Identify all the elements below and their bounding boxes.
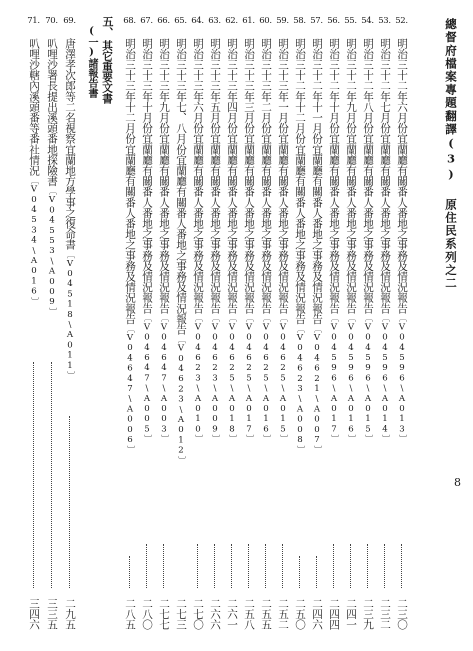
- entry-code: 〔V04596\A016〕: [346, 313, 356, 444]
- entry-code: 〔V04625\A015〕: [278, 313, 288, 444]
- toc-entry: [258, 16, 273, 630]
- dot-leader: [197, 544, 198, 588]
- entry-page: 二五八: [243, 598, 255, 630]
- entry-number: 66.: [157, 16, 170, 26]
- entry-page: 二七七: [158, 598, 170, 630]
- entry-number: 71.: [27, 16, 40, 26]
- entry-title-text: 明治三十三年四月份宜蘭廳有關番人番地之事務及情況報告: [226, 38, 238, 314]
- entry-page: 二五五: [260, 598, 272, 630]
- dot-leader: [33, 362, 34, 588]
- subsection-title: (一)諸報告書: [86, 26, 97, 98]
- entry-title-text: 明治三十三年六月份宜蘭廳有關番人番地之事務及情況報告: [192, 38, 204, 314]
- entry-number: 68.: [123, 16, 136, 26]
- entry-page: 二九五: [64, 598, 76, 630]
- entry-title: [293, 38, 308, 454]
- toc-entry: [343, 16, 358, 630]
- entry-number: 69.: [63, 16, 76, 26]
- dot-leader: [384, 544, 385, 588]
- entry-title-text: 明治三十三年十月份宜蘭廳有關番人番地之事務及情況報告: [141, 38, 153, 314]
- entry-code: 〔V04553\A009〕: [47, 186, 57, 317]
- entry-title-text: 明治三十二年六月份宜蘭廳有關番人番地之事務及情況報告: [396, 38, 408, 314]
- section-number: 五、: [101, 16, 114, 38]
- entry-page: 二八〇: [141, 598, 153, 630]
- entry-code: 〔V04596\A014〕: [380, 313, 390, 444]
- running-title: 總督府檔案專題翻譯(3) 原住民系列之二: [444, 18, 458, 290]
- dot-leader: [265, 544, 266, 588]
- entry-title-text: 明治三十三年三月份宜蘭廳有關番人番地之事務及情況報告: [243, 38, 255, 314]
- entry-title: [45, 38, 60, 316]
- entry-code: 〔V04621\A007〕: [312, 324, 322, 455]
- toc-entry: [173, 16, 188, 630]
- entry-code: 〔V04518\A011〕: [65, 250, 75, 380]
- entry-page: 二五〇: [294, 598, 306, 630]
- toc-entry: [377, 16, 392, 630]
- toc-entry: [224, 16, 239, 630]
- entry-page: 三四六: [28, 598, 40, 630]
- entry-title: [208, 38, 223, 443]
- entry-title: [242, 38, 257, 443]
- entry-title-text: 明治三十三年五月份宜蘭廳有關番人番地之事務及情況報告: [209, 38, 221, 314]
- entry-title: [378, 38, 393, 443]
- dot-leader: [51, 362, 52, 588]
- dot-leader: [214, 544, 215, 588]
- section-title: 其它重要文書: [101, 40, 113, 104]
- toc-entry: [156, 16, 171, 630]
- toc-entry: [139, 16, 154, 630]
- dot-leader: [282, 544, 283, 588]
- entry-code: 〔V04647\A006〕: [125, 324, 135, 455]
- entry-page: 二三〇: [396, 598, 408, 630]
- entry-page: 二四六: [311, 598, 323, 630]
- entry-code: 〔V04623\A008〕: [295, 324, 305, 455]
- entry-title-text: 明治三十三年七、八月份宜蘭廳有關番人番地之事務及情況報告: [175, 38, 187, 335]
- entry-number: 70.: [45, 16, 58, 26]
- dot-leader: [367, 544, 368, 588]
- entry-title-text: 明治三十三年一月份宜蘭廳有關番人番地之事務及情況報告: [277, 38, 289, 314]
- toc-entry: [360, 16, 375, 630]
- entry-title-text: 明治三十三年二月份宜蘭廳有關番人番地之事務及情況報告: [260, 38, 272, 314]
- dot-leader: [333, 544, 334, 588]
- entry-number: 53.: [378, 16, 391, 26]
- entry-number: 67.: [140, 16, 153, 26]
- entry-number: 57.: [310, 16, 323, 26]
- toc-entry: [62, 16, 77, 630]
- entry-page: 二五二: [277, 598, 289, 630]
- entry-code: 〔V04625\A016〕: [261, 313, 271, 444]
- dot-leader: [163, 544, 164, 588]
- dot-leader: [299, 556, 300, 588]
- entry-title-text: 明治三十三年十二月份宜蘭廳有關番人番地之事務及情況報告: [124, 38, 136, 325]
- entry-number: 59.: [276, 16, 289, 26]
- entry-number: 54.: [361, 16, 374, 26]
- entry-title: [361, 38, 376, 443]
- entry-title-text: 明治三十二年十一月份宜蘭廳有關番人番地之事務及情況報告: [311, 38, 323, 325]
- entry-page: 二三二: [379, 598, 391, 630]
- entry-number: 58.: [293, 16, 306, 26]
- entry-code: 〔V04534\A016〕: [29, 175, 39, 306]
- entry-number: 55.: [344, 16, 357, 26]
- entry-title: [63, 38, 78, 380]
- entry-title: [140, 38, 155, 443]
- toc-entry: [44, 16, 59, 630]
- entry-title: [174, 38, 189, 465]
- toc-entry: [292, 16, 307, 630]
- entry-number: 64.: [191, 16, 204, 26]
- entry-page: 三三五: [46, 598, 58, 630]
- entry-page: 二四一: [345, 598, 357, 630]
- entry-code: 〔V04647\A005〕: [142, 313, 152, 444]
- entry-title-text: 叭哩沙轄內溪頭番等番社情況: [28, 38, 40, 176]
- entry-code: 〔V04623\A012〕: [176, 334, 186, 465]
- dot-leader: [401, 544, 402, 588]
- entry-title-text: 明治三十二年十二月份宜蘭廳有關番人番地之事務及情況報告: [294, 38, 306, 325]
- entry-page: 二八五: [124, 598, 136, 630]
- dot-leader: [350, 544, 351, 588]
- dot-leader: [69, 416, 70, 588]
- entry-title: [344, 38, 359, 443]
- entry-code: 〔V04596\A013〕: [397, 313, 407, 444]
- toc-entry: [309, 16, 324, 630]
- entry-title-text: 明治三十二年九月份宜蘭廳有關番人番地之事務及情況報告: [345, 38, 357, 314]
- toc-entry: [207, 16, 222, 630]
- entry-title: [310, 38, 325, 454]
- entry-page: 二七三: [175, 598, 187, 630]
- entry-page: 二六六: [209, 598, 221, 630]
- toc-entry: [190, 16, 205, 630]
- dot-leader: [129, 556, 130, 588]
- dot-leader: [231, 544, 232, 588]
- entry-title: [123, 38, 138, 454]
- entry-title-text: 明治三十二年十月份宜蘭廳有關番人番地之事務及情況報告: [328, 38, 340, 314]
- entry-number: 63.: [208, 16, 221, 26]
- toc-entry: [326, 16, 341, 630]
- entry-page: 二四四: [328, 598, 340, 630]
- entry-code: 〔V04647\A003〕: [159, 313, 169, 444]
- entry-code: 〔V04596\A017〕: [329, 313, 339, 444]
- toc-entry: [241, 16, 256, 630]
- entry-title: [27, 38, 42, 306]
- entry-title: [395, 38, 410, 443]
- entry-code: 〔V04596\A015〕: [363, 313, 373, 444]
- toc-entry: [394, 16, 409, 630]
- entry-title-text: 唐澤孝次郎等二名視察宜蘭地方學事之復命書: [64, 38, 76, 250]
- entry-title: [157, 38, 172, 443]
- entry-page: 二七〇: [192, 598, 204, 630]
- dot-leader: [316, 556, 317, 588]
- entry-number: 56.: [327, 16, 340, 26]
- entry-title-text: 明治三十二年八月份宜蘭廳有關番人番地之事務及情況報告: [362, 38, 374, 314]
- entry-code: 〔V04625\A017〕: [244, 313, 254, 444]
- entry-number: 65.: [174, 16, 187, 26]
- entry-title-text: 叭哩沙署長提出溪頭番地探險書: [46, 38, 58, 187]
- entry-page: 二六一: [226, 598, 238, 630]
- entry-title: [276, 38, 291, 443]
- entry-code: 〔V04623\A009〕: [210, 313, 220, 444]
- entry-title: [225, 38, 240, 443]
- entry-number: 61.: [242, 16, 255, 26]
- entry-code: 〔V04623\A010〕: [193, 313, 203, 444]
- entry-page: 二三九: [362, 598, 374, 630]
- entry-number: 60.: [259, 16, 272, 26]
- entry-code: 〔V04625\A018〕: [227, 313, 237, 444]
- entry-title: [259, 38, 274, 443]
- entry-title-text: 明治三十三年九月份宜蘭廳有關番人番地之事務及情況報告: [158, 38, 170, 314]
- dot-leader: [146, 544, 147, 588]
- entry-number: 52.: [395, 16, 408, 26]
- toc-entry: [26, 16, 41, 630]
- toc-entry: [122, 16, 137, 630]
- page-number: 8: [454, 476, 461, 489]
- toc-entry: [275, 16, 290, 630]
- dot-leader: [248, 544, 249, 588]
- entry-number: 62.: [225, 16, 238, 26]
- entry-title-text: 明治三十二年七月份宜蘭廳有關番人番地之事務及情況報告: [379, 38, 391, 314]
- entry-title: [191, 38, 206, 443]
- entry-title: [327, 38, 342, 443]
